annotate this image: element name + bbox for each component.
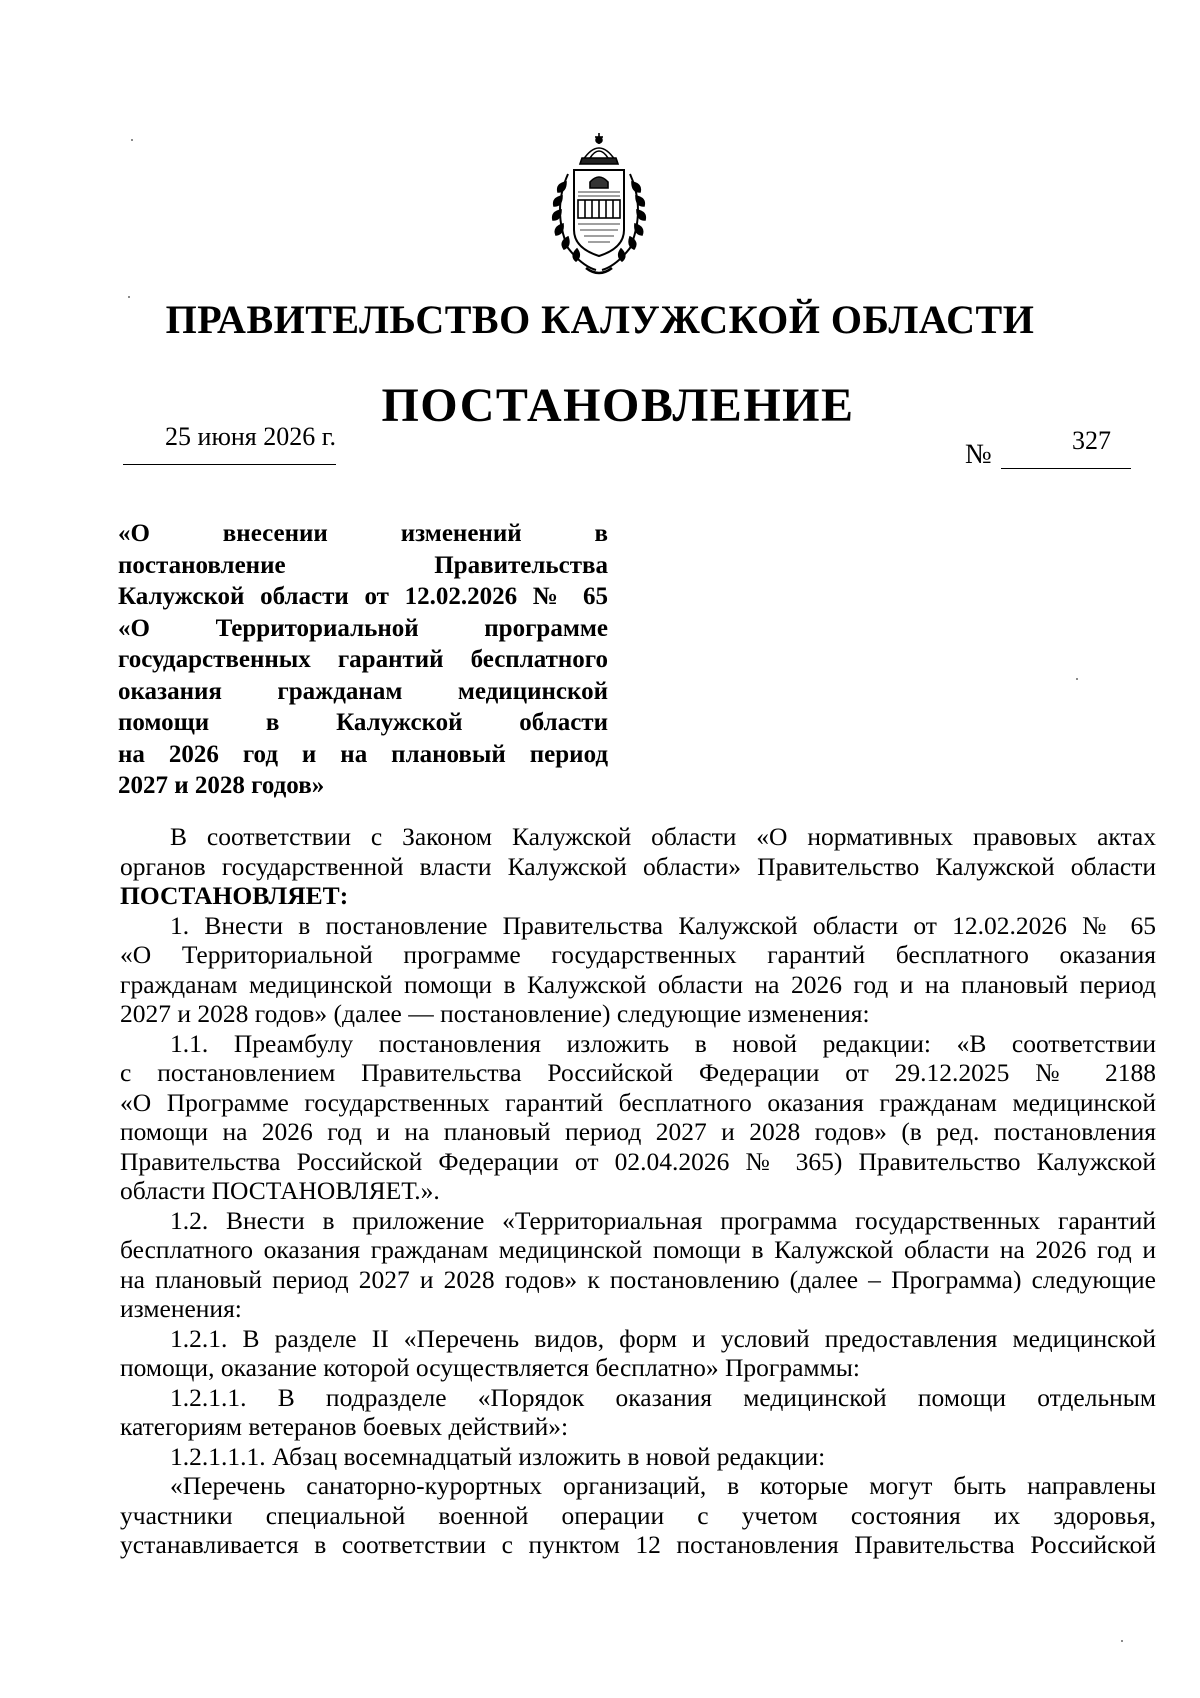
document-date <box>123 422 336 452</box>
body-line: бесплатного оказания гражданам медицинской помощи в Калужской области на 2026 год и <box>120 1235 1156 1264</box>
body-line: 2027 и 2028 годов» (далее — постановление) следующие изменения: <box>120 999 870 1028</box>
date-value: 25 июня 2026 г. <box>165 422 336 451</box>
body-line: 1.2.1.1.1. Абзац восемнадцатый изложить в новой редакции: <box>170 1441 826 1471</box>
subject-line: помощи в Калужской области <box>118 709 608 736</box>
body-line: 1. Внести в постановление Правительства Калужской области от 12.02.2026 № 65 <box>170 910 1156 940</box>
body-line: помощи на 2026 год и на плановый период 2027 и 2028 годов» (в ред. постановления <box>120 1117 1156 1146</box>
body-line: категориям ветеранов боевых действий»: <box>120 1412 569 1441</box>
document-body <box>120 822 1156 1560</box>
body-line: органов государственной власти Калужской области» Правительство Калужской области <box>120 851 1156 881</box>
subject-line: «О внесении изменений в <box>118 520 608 547</box>
body-line: Правительства Российской Федерации от 02.04.2026 № 365) Правительство Калужской <box>120 1146 1156 1176</box>
body-line: на плановый период 2027 и 2028 годов» к постановлению (далее – Программа) следующие <box>120 1264 1156 1294</box>
subject-line: на 2026 год и на плановый период <box>118 740 608 768</box>
body-line: 1.2.1.1. В подразделе «Порядок оказания медицинской помощи отдельным <box>170 1382 1156 1412</box>
subject-line: «О Территориальной программе <box>118 614 608 642</box>
subject-line: 2027 и 2028 годов» <box>118 772 325 799</box>
body-line: устанавливается в соответствии с пунктом 12 постановления Правительства Российской <box>120 1530 1156 1559</box>
body-line-resolves: ПОСТАНОВЛЯЕТ: <box>120 881 349 910</box>
body-line: участники специальной военной операции с учетом состояния их здоровья, <box>120 1500 1156 1530</box>
document-type-title: ПОСТАНОВЛЕНИЕ <box>381 379 855 432</box>
body-line: «Перечень санаторно-курортных организаций, в которые могут быть направлены <box>170 1471 1156 1500</box>
body-line: В соответствии с Законом Калужской области «О нормативных правовых актах <box>170 822 1156 851</box>
government-title: ПРАВИТЕЛЬСТВО КАЛУЖСКОЙ ОБЛАСТИ <box>165 297 1035 342</box>
scan-speck <box>1076 678 1078 680</box>
body-line: изменения: <box>120 1294 242 1323</box>
scan-speck <box>128 296 130 298</box>
scan-speck <box>1121 1640 1123 1642</box>
document-subject <box>118 518 608 802</box>
body-line: области ПОСТАНОВЛЯЕТ.». <box>120 1176 440 1205</box>
subject-line: оказания гражданам медицинской <box>118 677 608 705</box>
body-line: помощи, оказание которой осуществляется бесплатно» Программы: <box>120 1353 860 1382</box>
body-line: 1.2.1. В разделе II «Перечень видов, форм и условий предоставления медицинской <box>170 1323 1156 1353</box>
body-line: 1.1. Преамбулу постановления изложить в новой редакции: «В соответствии <box>170 1028 1156 1058</box>
body-line: гражданам медицинской помощи в Калужской области на 2026 год и на плановый период <box>120 969 1156 999</box>
document-number <box>965 428 1131 472</box>
subject-line: постановление Правительства <box>118 551 608 579</box>
body-line: 1.2. Внести в приложение «Территориальная программа государственных гарантий <box>170 1205 1156 1235</box>
subject-line: государственных гарантий бесплатного <box>118 646 608 673</box>
body-line: «О Территориальной программе государственных гарантий бесплатного оказания <box>120 940 1156 969</box>
body-line: «О Программе государственных гарантий бесплатного оказания гражданам медицинской <box>120 1087 1156 1117</box>
number-value: 327 <box>1072 426 1111 455</box>
scan-speck <box>131 139 133 141</box>
number-sign: № <box>965 439 992 470</box>
date-underline <box>123 464 336 465</box>
number-underline <box>1001 468 1131 469</box>
body-line: с постановлением Правительства Российской Федерации от 29.12.2025 № 2188 <box>120 1058 1156 1087</box>
subject-line: Калужской области от 12.02.2026 № 65 <box>118 583 608 610</box>
coat-of-arms-emblem <box>538 130 660 280</box>
